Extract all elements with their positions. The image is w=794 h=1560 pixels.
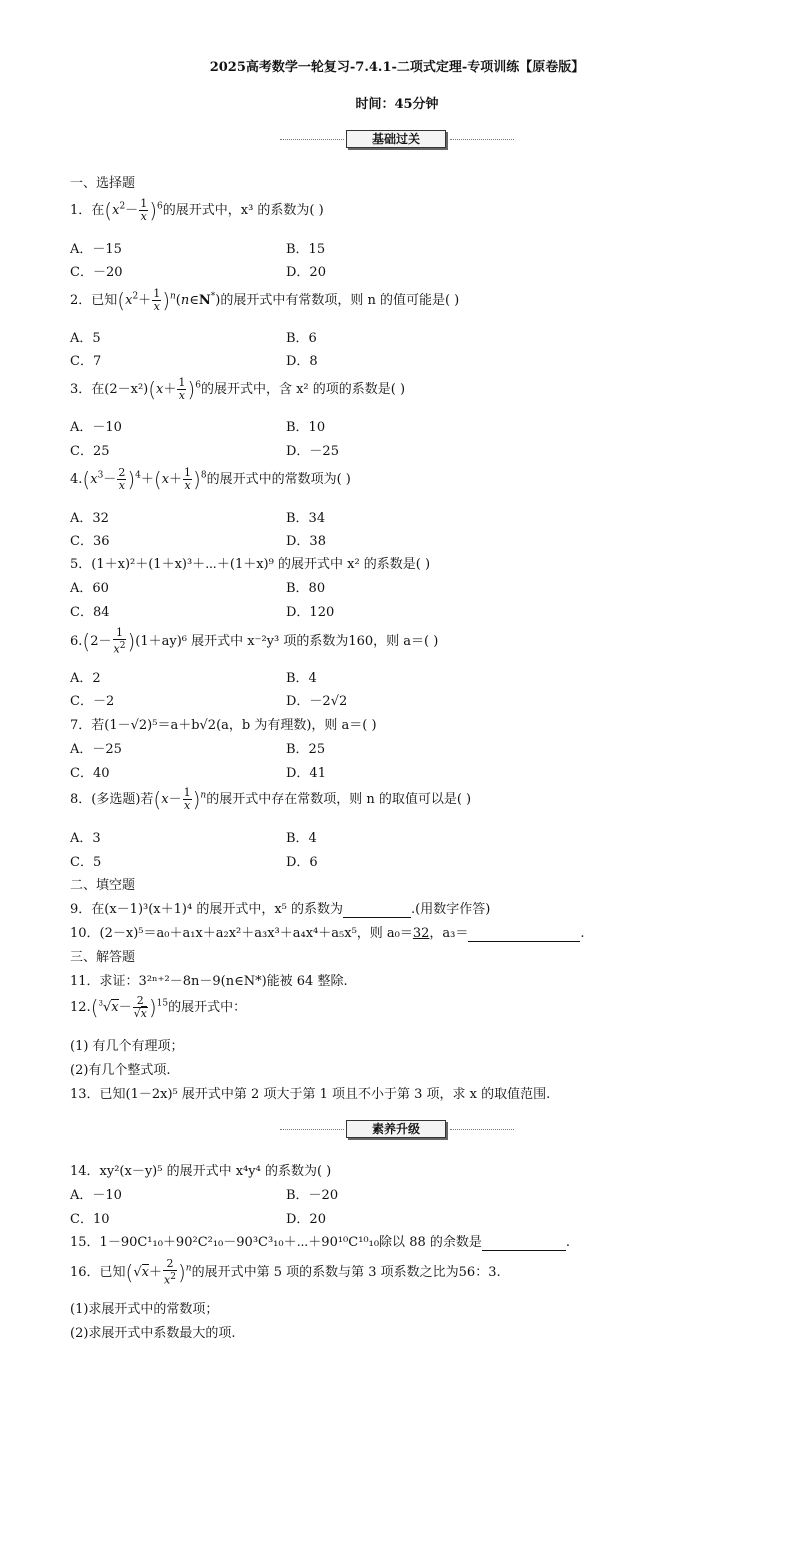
q8-option-c: C．5 xyxy=(70,855,102,870)
q7-option-a: A．－25 xyxy=(70,742,122,757)
q7-option-c: C．40 xyxy=(70,766,110,781)
q16-sub-2: (2)求展开式中系数最大的项. xyxy=(70,1326,236,1341)
q7-option-b: B．25 xyxy=(286,742,326,757)
section-title-advanced: 素养升级 xyxy=(346,1120,446,1138)
q6-option-b: B．4 xyxy=(286,671,317,686)
q1-option-b: B．15 xyxy=(286,242,326,257)
q6-option-c: C．－2 xyxy=(70,694,115,709)
q14-option-c: C．10 xyxy=(70,1212,110,1227)
q3-option-c: C．25 xyxy=(70,444,110,459)
part-heading-answer: 三、解答题 xyxy=(70,950,136,965)
q5-option-a: A．60 xyxy=(70,581,109,596)
question-4: $4.(x^3-$ $\frac{2}{x}$ )$^4$＋(x＋ $\frac{1}{x}$ )$^8$的展开式中的常数项为( ) xyxy=(70,466,351,492)
q2-option-b: B．6 xyxy=(286,331,317,346)
q1-option-a: A．－15 xyxy=(70,242,122,257)
q10-answer-blank[interactable] xyxy=(468,926,580,942)
question-13: 13．已知(1－2x)⁵ 展开式中第 2 项大于第 1 项且不小于第 3 项，求 x 的取值范围. xyxy=(70,1087,551,1102)
q8-option-d: D．6 xyxy=(286,855,318,870)
question-5: 5．(1＋x)²＋(1＋x)³＋⋯＋(1＋x)⁹ 的展开式中 x² 的系数是( ) xyxy=(70,557,431,572)
q15-answer-blank[interactable] xyxy=(482,1235,566,1251)
question-10: 10．(2－x)⁵＝a₀＋a₁x＋a₂x²＋a₃x³＋a₄x⁴＋a₅x⁵，则 a₀＝32，a₃＝ . xyxy=(70,926,585,941)
document-title: 2025高考数学一轮复习-7.4.1-二项式定理-专项训练【原卷版】 xyxy=(209,60,585,75)
q4-option-d: D．38 xyxy=(286,534,326,549)
q12-sub-1: (1) 有几个有理项； xyxy=(70,1039,184,1054)
part-heading-fill: 二、填空题 xyxy=(70,878,136,893)
question-15: 15．1－90C¹₁₀＋90²C²₁₀－90³C³₁₀＋⋯＋90¹⁰C¹⁰₁₀除以 88 的余数是 . xyxy=(70,1235,571,1250)
q16-sub-1: (1)求展开式中的常数项； xyxy=(70,1302,219,1317)
q5-option-b: B．80 xyxy=(286,581,326,596)
question-8: 8．(多选题)若(x－ $\frac{1}{x}$ )$^n$的展开式中存在常数项，则 n 的取值可以是( ) xyxy=(70,786,472,812)
q4-option-c: C．36 xyxy=(70,534,110,549)
section-banner-basic xyxy=(280,130,514,150)
q4-option-b: B．34 xyxy=(286,511,326,526)
q3-option-a: A．－10 xyxy=(70,420,122,435)
section-banner-advanced xyxy=(280,1120,514,1140)
q12-sub-2: (2)有几个整式项. xyxy=(70,1063,171,1078)
question-1: 1．在($x^2-$ $\frac{1}{x}$ )$^6$的展开式中，x³ 的系数为( ) xyxy=(70,197,324,223)
part-heading-choice: 一、选择题 xyxy=(70,176,136,191)
q9-answer-blank[interactable] xyxy=(343,902,411,918)
q2-option-c: C．7 xyxy=(70,354,102,369)
q8-option-a: A．3 xyxy=(70,831,101,846)
q8-option-b: B．4 xyxy=(286,831,317,846)
question-16: 16．已知(√x＋ $\frac{2}{x^2}$ )$^n$的展开式中第 5 项的系数与第 3 项系数之比为56：3. xyxy=(70,1257,501,1287)
question-12: 12.($^3$√x－ $\frac{2}{√x}$ )$^{15}$的展开式中： xyxy=(70,994,247,1020)
q7-option-d: D．41 xyxy=(286,766,326,781)
q1-option-d: D．20 xyxy=(286,265,326,280)
q1-option-c: C．－20 xyxy=(70,265,123,280)
section-title-basic: 基础过关 xyxy=(346,130,446,148)
q5-option-d: D．120 xyxy=(286,605,335,620)
q2-option-d: D．8 xyxy=(286,354,318,369)
question-9: 9．在(x－1)³(x＋1)⁴ 的展开式中，x⁵ 的系数为 .(用数字作答) xyxy=(70,902,491,917)
q3-option-b: B．10 xyxy=(286,420,326,435)
q6-option-d: D．－2√2 xyxy=(286,694,348,709)
q4-option-a: A．32 xyxy=(70,511,109,526)
q3-option-d: D．－25 xyxy=(286,444,339,459)
question-6: 6.(2－ $\frac{1}{x^2}$ )(1＋ay)⁶ 展开式中 x⁻²y³ 项的系数为160，则 a＝( ) xyxy=(70,626,439,656)
question-3: 3．在(2－x²)(x＋ $\frac{1}{x}$ )$^6$的展开式中，含 x² 的项的系数是( ) xyxy=(70,376,406,402)
time-limit: 时间：45分钟 xyxy=(355,97,439,112)
question-7: 7．若(1－√2)⁵＝a＋b√2(a，b 为有理数)，则 a＝( ) xyxy=(70,718,377,733)
question-11: 11．求证：3²ⁿ⁺²－8n－9(n∈N*)能被 64 整除. xyxy=(70,974,348,989)
q14-option-d: D．20 xyxy=(286,1212,326,1227)
q10-a0-value: 32 xyxy=(412,926,430,941)
q6-option-a: A．2 xyxy=(70,671,101,686)
q5-option-c: C．84 xyxy=(70,605,110,620)
q2-option-a: A．5 xyxy=(70,331,101,346)
question-2: 2．已知($x^2+$ $\frac{1}{x}$ )$^n$(n∈N*)的展开式中有常数项，则 n 的值可能是( ) xyxy=(70,287,460,313)
question-14: 14．xy²(x－y)⁵ 的展开式中 x⁴y⁴ 的系数为( ) xyxy=(70,1164,332,1179)
q14-option-a: A．－10 xyxy=(70,1188,122,1203)
q14-option-b: B．－20 xyxy=(286,1188,339,1203)
